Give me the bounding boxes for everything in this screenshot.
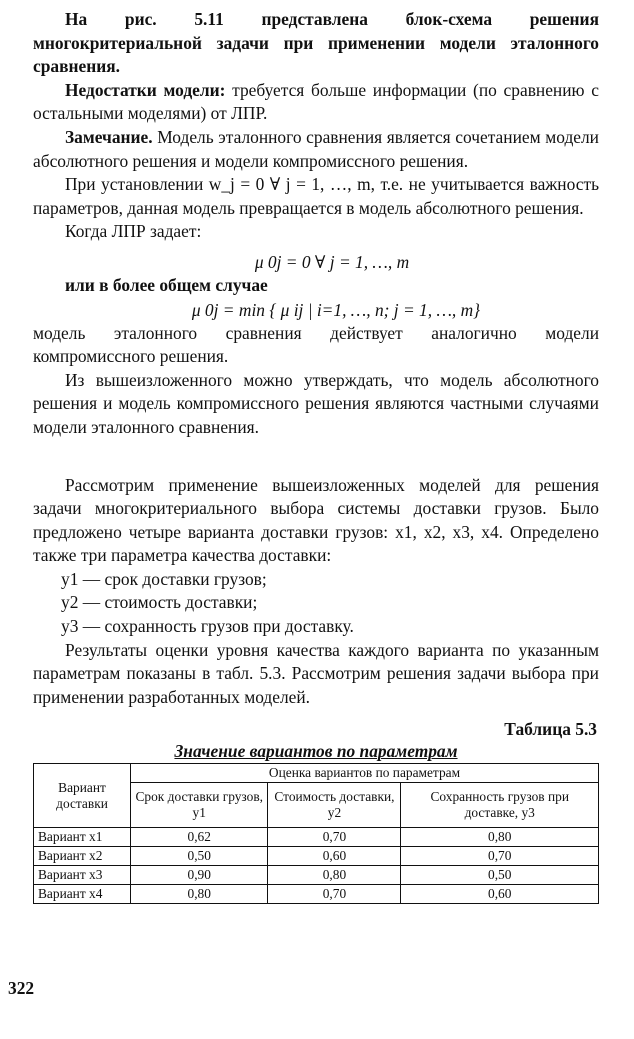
cell-value: 0,80 [401,828,599,847]
table-row [34,866,599,885]
row-header: Вариант доставки [34,764,131,828]
list-item: y3 — сохранность грузов при доставку. [61,616,354,637]
table-caption: Таблица 5.3 [504,719,597,740]
cell-value: 0,62 [131,828,268,847]
column-header: Стоимость доставки, y2 [268,783,401,828]
cell-value: 0,60 [268,847,401,866]
paragraph-when: Когда ЛПР задает: [65,221,202,242]
group-header: Оценка вариантов по параметрам [131,764,599,783]
cell-value: 0,80 [268,866,401,885]
paragraph-application: Рассмотрим применение вышеизложенных моделей для решения задачи многокритериального выбора системы доставки грузов. Было предложено четыре варианта доставки грузов: x1, x2, x3, x4. Определено также три параметра качества доставки: [33,474,599,566]
table-title: Значение вариантов по параметрам [174,741,458,762]
cell-value: 0,70 [401,847,599,866]
list-item: y2 — стоимость доставки; [61,592,258,613]
row-name: Вариант x3 [34,866,131,885]
cell-value: 0,90 [131,866,268,885]
page-number: 322 [8,978,35,998]
cell-value: 0,50 [401,866,599,885]
cell-value: 0,60 [401,885,599,904]
paragraph-conclusion: Из вышеизложенного можно утверждать, что модель абсолютного решения и модель компромиссного решения являются частными случаями модели эталонного сравнения. [33,369,599,437]
cell-value: 0,80 [131,885,268,904]
paragraph-weights: При установлении w_j = 0 ∀ j = 1, …, m, т.е. не учитывается важность параметров, данная модель превращается в модель абсолютного решения. [33,174,599,218]
column-header: Сохранность грузов при доставке, y3 [401,783,599,828]
table-row [34,885,599,904]
parameter-list [33,568,599,639]
table-row [34,847,599,866]
row-name: Вариант x4 [34,885,131,904]
paragraph-results: Результаты оценки уровня качества каждого варианта по указанным параметрам показаны в табл. 5.3. Рассмотрим решения задачи выбора при применении разработанных моделей. [33,639,599,707]
paragraph-general: или в более общем случае [65,274,268,295]
paragraph-acts: модель эталонного сравнения действует аналогично модели компромиссного решения. [33,322,599,367]
cell-value: 0,70 [268,885,401,904]
paragraph-intro: На рис. 5.11 представлена блок-схема решения многокритериальной задачи при применении модели эталонного сравнения. [33,9,599,77]
page-body [33,8,599,904]
table-row [34,828,599,847]
formula-1: μ 0j = 0 ∀ j = 1, …, m [254,251,410,272]
row-name: Вариант x1 [34,828,131,847]
formula-2: μ 0j = min { μ ij | i=1, …, n; j = 1, …, m} [191,299,481,320]
cell-value: 0,70 [268,828,401,847]
paragraph-drawbacks: Недостатки модели: требуется больше информации (по сравнению с остальными моделями) от ЛПР. [33,79,599,124]
row-name: Вариант x2 [34,847,131,866]
cell-value: 0,50 [131,847,268,866]
paragraph-remark: Замечание. Модель эталонного сравнения является сочетанием модели абсолютного решения и модели компромиссного решения. [33,126,599,171]
list-item: y1 — срок доставки грузов; [61,568,267,589]
variants-table [33,763,599,904]
column-header: Срок доставки грузов, y1 [131,783,268,828]
